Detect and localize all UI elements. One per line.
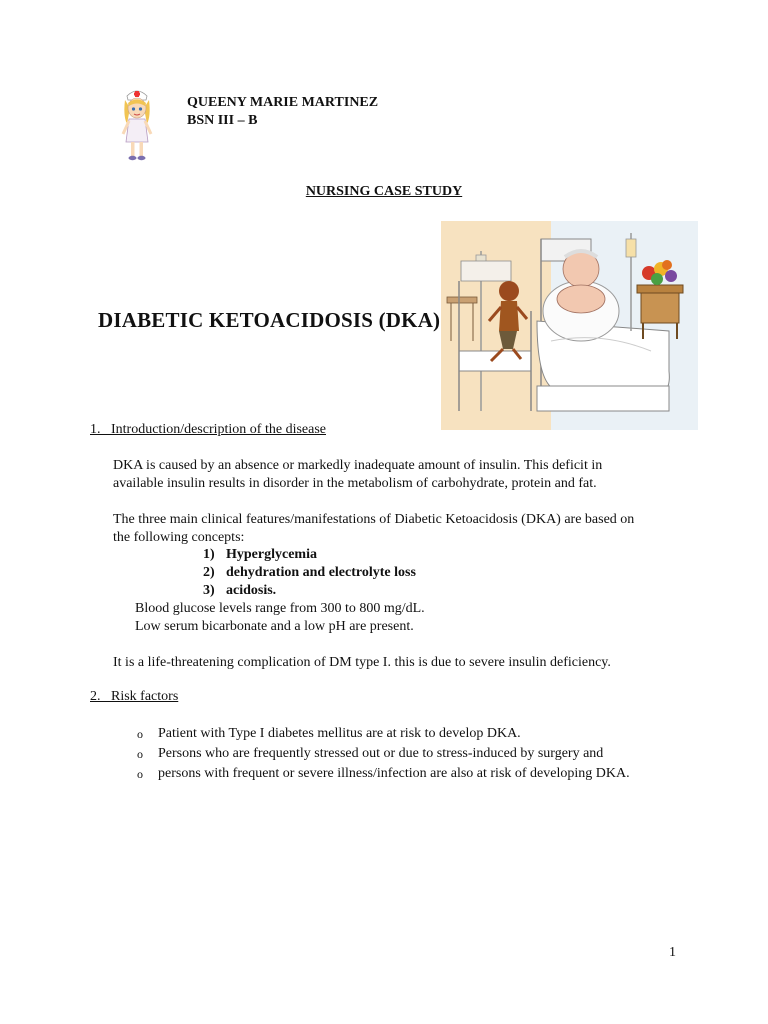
section-2-heading	[90, 689, 178, 705]
bullet-icon: o	[137, 727, 143, 741]
list-item: 1) Hyperglycemia	[203, 547, 317, 562]
author-name: QUEENY MARIE MARTINEZ	[187, 95, 379, 110]
section-number: 1.	[90, 422, 101, 437]
closing-paragraph: It is a life-threatening complication of DM type I. this is due to severe insulin deficiency.	[113, 655, 611, 670]
bullet-icon: o	[137, 747, 143, 761]
lab-values	[135, 600, 425, 636]
risk-factor-list	[137, 724, 630, 784]
course-section: BSN III – B	[187, 113, 258, 128]
features-line: the following concepts:	[113, 530, 245, 545]
intro-line: available insulin results in disorder in the metabolism of carbohydrate, protein and fat.	[113, 476, 597, 491]
page-number: 1	[669, 945, 676, 960]
list-item: 2) dehydration and electrolyte loss	[203, 565, 416, 580]
bullet-icon: o	[137, 767, 143, 781]
list-item: o persons with frequent or severe illness/infection are also at risk of developing DKA.	[137, 764, 630, 784]
features-paragraph	[113, 511, 634, 547]
document-title: DIABETIC KETOACIDOSIS (DKA)	[98, 308, 441, 332]
lab-line: Blood glucose levels range from 300 to 800 mg/dL.	[135, 601, 425, 616]
section-number: 2.	[90, 689, 101, 704]
intro-paragraph	[113, 457, 602, 493]
header-block	[187, 94, 378, 130]
list-item: o Persons who are frequently stressed out or due to stress-induced by surgery and	[137, 744, 630, 764]
intro-line: DKA is caused by an absence or markedly inadequate amount of insulin. This deficit in	[113, 458, 603, 473]
case-study-label: NURSING CASE STUDY	[305, 184, 463, 199]
section-1-heading	[90, 422, 326, 438]
section-title: Introduction/description of the disease	[111, 422, 326, 437]
list-item: 3) acidosis.	[203, 583, 277, 598]
hospital-beds-illustration	[441, 221, 698, 430]
features-line: The three main clinical features/manifestations of Diabetic Ketoacidosis (DKA) are based on	[113, 512, 635, 527]
lab-line: Low serum bicarbonate and a low pH are present.	[135, 619, 414, 634]
nurse-cartoon-icon	[118, 86, 156, 164]
list-item: o Patient with Type I diabetes mellitus are at risk to develop DKA.	[137, 724, 630, 744]
features-list	[203, 546, 416, 600]
section-title: Risk factors	[111, 689, 179, 704]
